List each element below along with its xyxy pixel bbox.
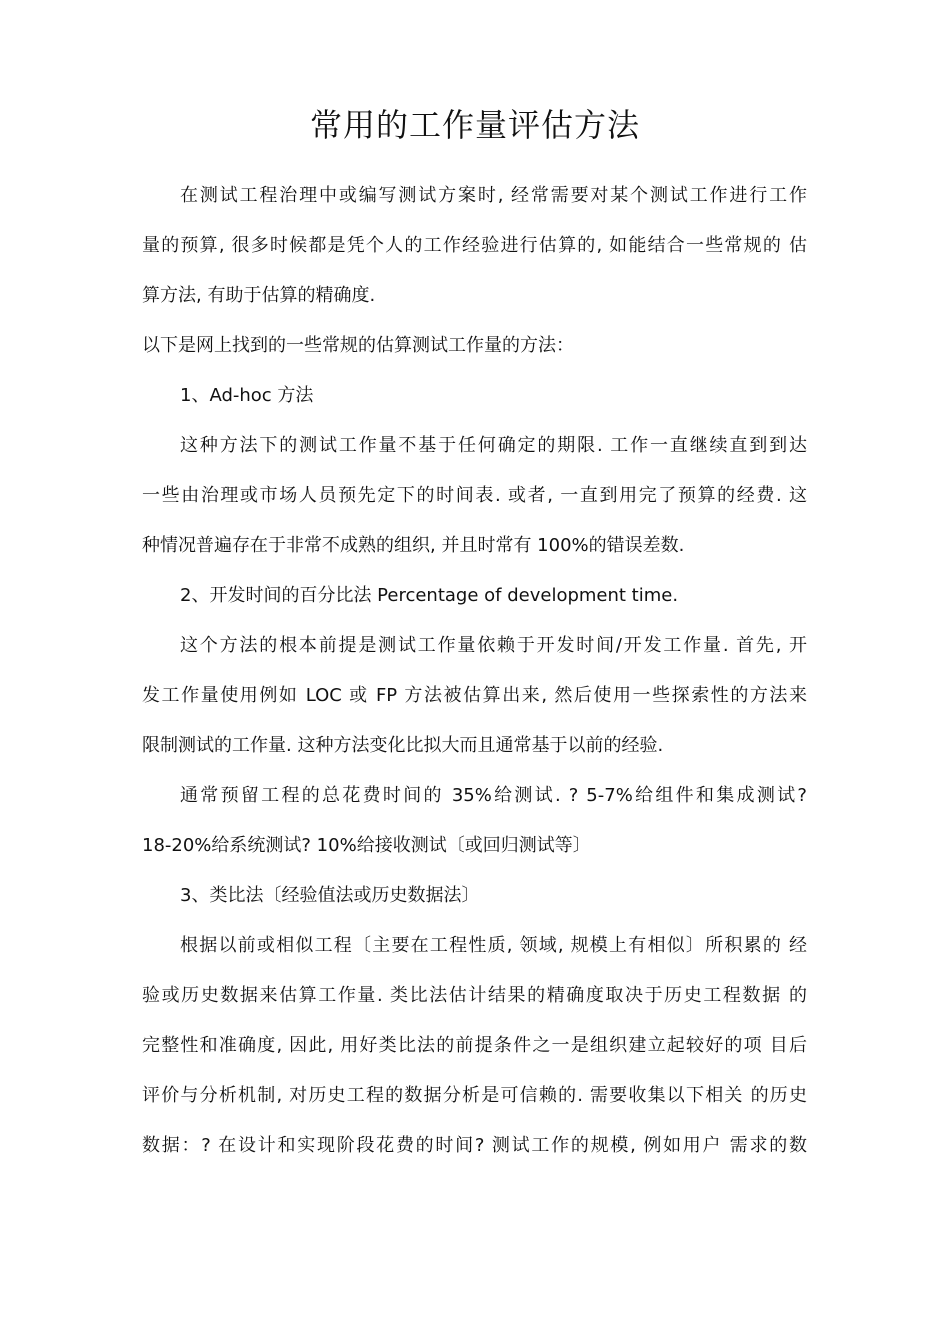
method-2-line-3: 限制测试的工作量. 这种方法变化比拟大而且通常基于以前的经验. [142, 735, 664, 756]
method-3-line-3: 完整性和准确度, 因此, 用好类比法的前提条件之一是组织建立起较好的项 目后 [142, 1035, 807, 1056]
method-3-line-1: 根据以前或相似工程〔主要在工程性质, 领域, 规模上有相似〕所积累的 经 [180, 935, 807, 956]
method-1-line-2: 一些由治理或市场人员预先定下的时间表. 或者, 一直到用完了预算的经费. 这 [142, 485, 807, 506]
methods-intro: 以下是网上找到的一些常规的估算测试工作量的方法： [142, 335, 574, 356]
method-2-line-2: 发工作量使用例如 LOC 或 FP 方法被估算出来, 然后使用一些探索性的方法来 [142, 685, 807, 706]
intro-line-1: 在测试工程治理中或编写测试方案时, 经常需要对某个测试工作进行工作 [180, 185, 807, 206]
method-3-line-2: 验或历史数据来估算工作量. 类比法估计结果的精确度取决于历史工程数据 的 [142, 985, 807, 1006]
method-2-heading: 2、开发时间的百分比法 Percentage of development time. [180, 585, 679, 606]
method-1-line-1: 这种方法下的测试工作量不基于任何确定的期限. 工作一直继续直到到达 [180, 435, 807, 456]
method-3-line-4: 评价与分析机制, 对历史工程的数据分析是可信赖的. 需要收集以下相关 的历史 [142, 1085, 807, 1106]
intro-line-3: 算方法, 有助于估算的精确度. [142, 285, 376, 306]
method-3-heading: 3、类比法〔经验值法或历史数据法〕 [180, 885, 480, 906]
method-1-heading: 1、Ad-hoc 方法 [180, 385, 314, 406]
method-2-line-1: 这个方法的根本前提是测试工作量依赖于开发时间/开发工作量. 首先, 开 [180, 635, 807, 656]
page-title: 常用的工作量评估方法 [309, 106, 640, 144]
method-1-line-3: 种情况普遍存在于非常不成熟的组织, 并且时常有 100%的错误差数. [142, 535, 685, 556]
method-3-line-5: 数据：? 在设计和实现阶段花费的时间? 测试工作的规模, 例如用户 需求的数 [142, 1135, 807, 1156]
intro-line-2: 量的预算, 很多时候都是凭个人的工作经验进行估算的, 如能结合一些常规的 估 [142, 235, 807, 256]
method-2-line-4: 通常预留工程的总花费时间的 35%给测试. ? 5-7%给组件和集成测试? [180, 785, 807, 806]
method-2-line-5: 18-20%给系统测试? 10%给接收测试〔或回归测试等〕 [142, 835, 591, 856]
